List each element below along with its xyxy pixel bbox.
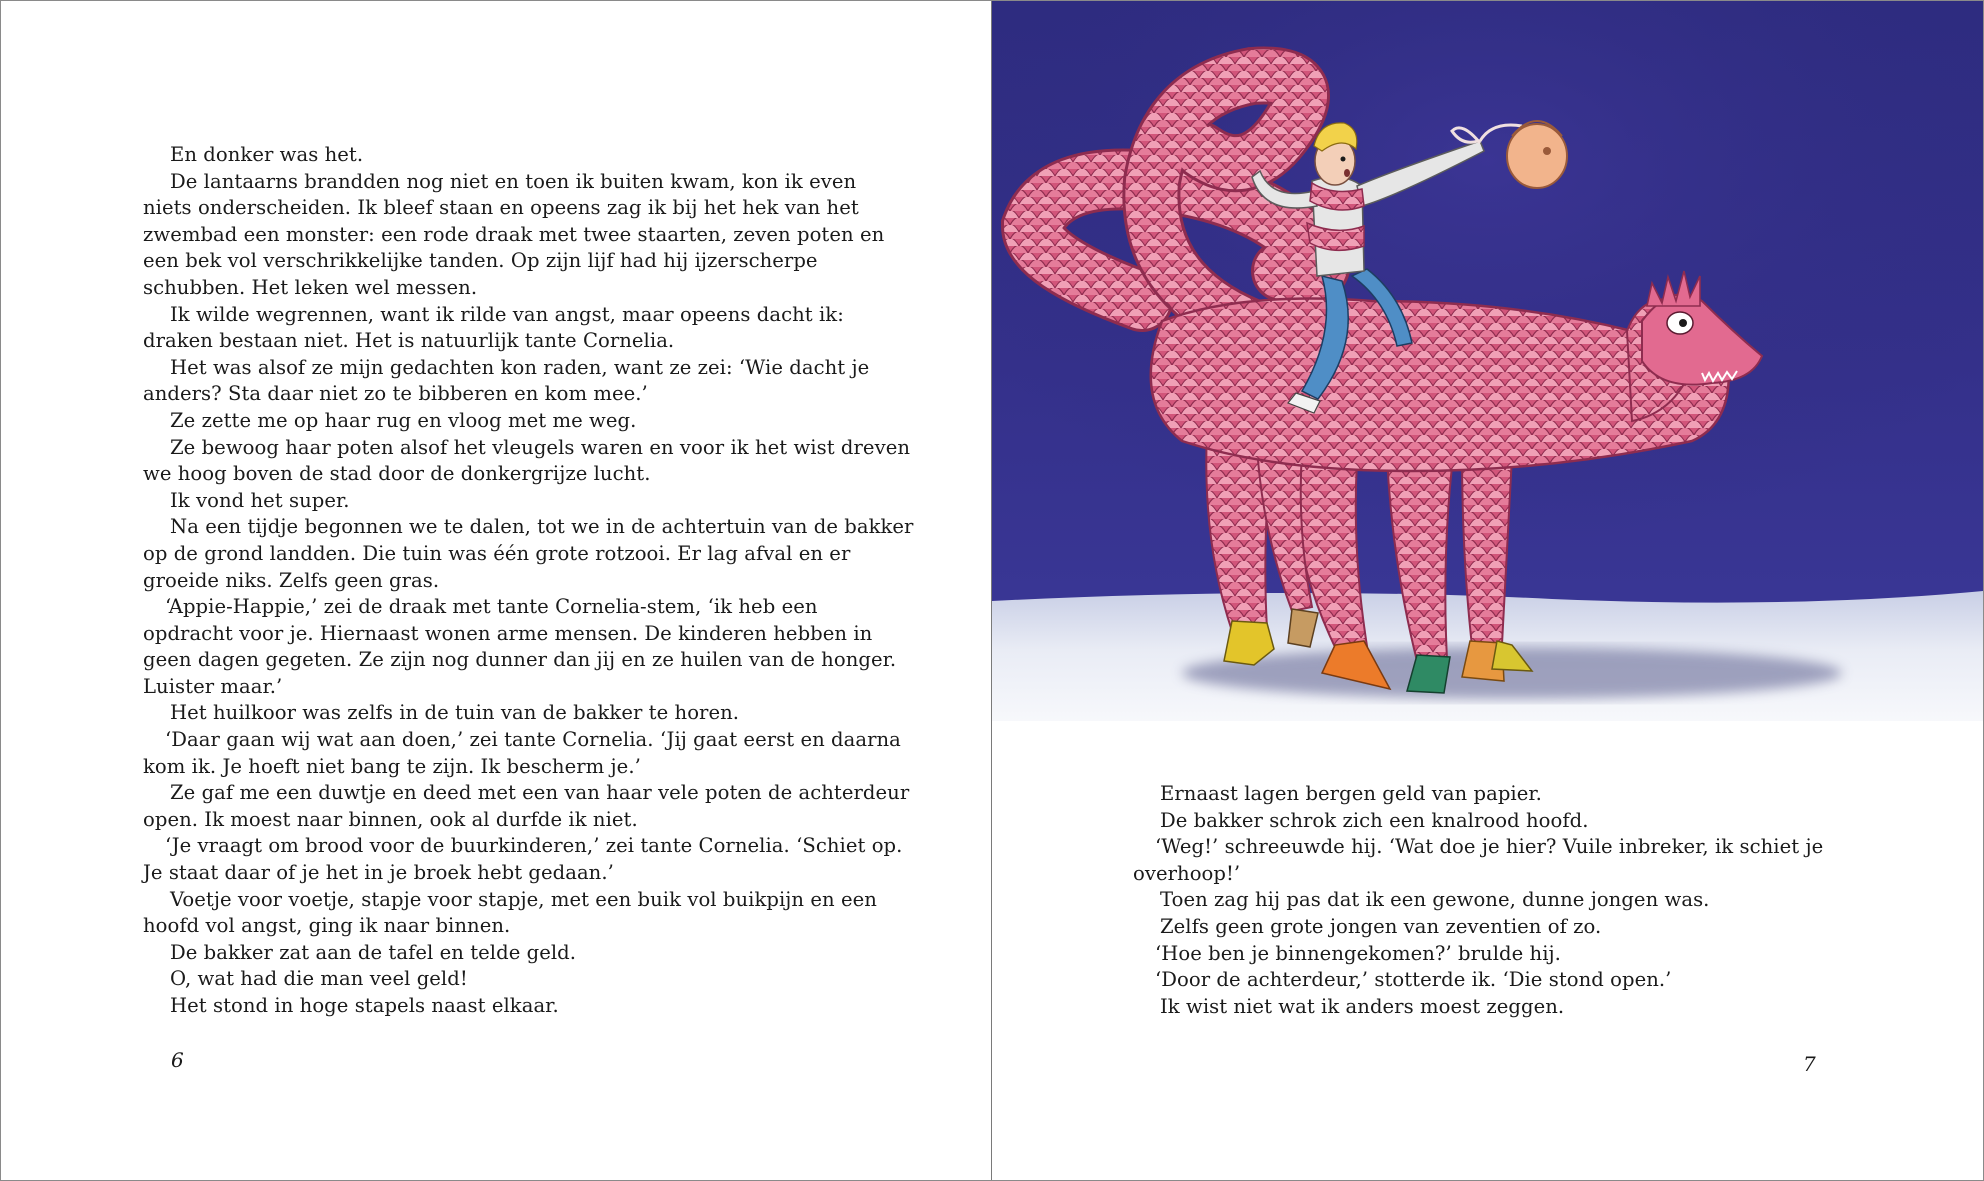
text-line: op de grond landden. Die tuin was één grote rotzooi. Er lag afval en er [143, 541, 851, 565]
text-line: ‘Hoe ben je binnengekomen?’ brulde hij. [1155, 941, 1561, 965]
right-page [992, 1, 1983, 1180]
text-line: Toen zag hij pas dat ik een gewone, dunne jongen was. [1160, 888, 1710, 912]
text-line: een bek vol verschrikkelijke tanden. Op zijn lijf had hij ijzerscherpe [143, 249, 818, 273]
text-line: kom ik. Je hoeft niet bang te zijn. Ik bescherm je.’ [143, 754, 641, 778]
text-line: Het was alsof ze mijn gedachten kon raden, want ze zei: ‘Wie dacht je [170, 355, 870, 379]
left-page [1, 1, 991, 1180]
text-line: zwembad een monster: een rode draak met twee staarten, zeven poten en [143, 222, 885, 246]
text-line: Ze zette me op haar rug en vloog met me weg. [170, 408, 637, 432]
text-line: De bakker zat aan de tafel en telde geld. [170, 940, 577, 964]
text-line: open. Ik moest naar binnen, ook al durfde ik niet. [143, 807, 638, 831]
text-line: overhoop!’ [1133, 861, 1241, 885]
text-line: draken bestaan niet. Het is natuurlijk tante Cornelia. [143, 329, 675, 353]
text-line: ‘Door de achterdeur,’ stotterde ik. ‘Die stond open.’ [1155, 968, 1672, 992]
text-line: Luister maar.’ [143, 674, 283, 698]
text-line: ‘Weg!’ schreeuwde hij. ‘Wat doe je hier? Vuile inbreker, ik schiet je [1155, 835, 1824, 859]
text-line: Ze gaf me een duwtje en deed met een van haar vele poten de achterdeur [170, 781, 910, 805]
text-line: O, wat had die man veel geld! [170, 967, 468, 991]
text-line: groeide niks. Zelfs geen gras. [143, 568, 440, 592]
text-line: hoofd vol angst, ging ik naar binnen. [143, 914, 511, 938]
text-line: Zelfs geen grote jongen van zeventien of zo. [1160, 914, 1602, 938]
text-line: ‘Appie-Happie,’ zei de draak met tante Cornelia-stem, ‘ik heb een [165, 595, 818, 619]
text-line: Na een tijdje begonnen we te dalen, tot we in de achtertuin van de bakker [170, 515, 914, 539]
text-line: niets onderscheiden. Ik bleef staan en opeens zag ik bij het hek van het [143, 196, 859, 220]
text-line: ‘Daar gaan wij wat aan doen,’ zei tante Cornelia. ‘Jij gaat eerst en daarna [165, 728, 901, 752]
text-line: De lantaarns brandden nog niet en toen ik buiten kwam, kon ik even [170, 169, 857, 193]
text-line: Ik wilde wegrennen, want ik rilde van angst, maar opeens dacht ik: [170, 302, 844, 326]
text-line: schubben. Het leken wel messen. [143, 275, 478, 299]
page-number-left: 6 [171, 1048, 184, 1072]
text-line: Ik vond het super. [170, 488, 350, 512]
text-line: En donker was het. [170, 143, 364, 166]
text-line: Je staat daar of je het in je broek hebt gedaan.’ [143, 861, 614, 885]
right-page-text [1133, 781, 1833, 1020]
text-line: Ze bewoog haar poten alsof het vleugels waren en voor ik het wist dreven [170, 435, 911, 459]
text-line: Ernaast lagen bergen geld van papier. [1160, 782, 1542, 805]
text-line: we hoog boven de stad door de donkergrijze lucht. [143, 462, 651, 486]
text-line: opdracht voor je. Hiernaast wonen arme mensen. De kinderen hebben in [143, 621, 873, 645]
text-line: De bakker schrok zich een knalrood hoofd. [1160, 808, 1589, 832]
text-line: anders? Sta daar niet zo te bibberen en kom mee.’ [143, 382, 648, 406]
page-number-right: 7 [1803, 1052, 1816, 1076]
text-line: Het stond in hoge stapels naast elkaar. [170, 994, 559, 1017]
left-page-text [143, 142, 914, 1020]
pink-dragon-illustration [992, 1, 1983, 761]
text-line: Het huilkoor was zelfs in de tuin van de bakker te horen. [170, 701, 740, 725]
text-line: geen dagen gegeten. Ze zijn nog dunner dan jij en ze huilen van de honger. [143, 648, 897, 672]
text-line: ‘Je vraagt om brood voor de buurkinderen,’ zei tante Cornelia. ‘Schiet op. [165, 834, 903, 858]
text-line: Ik wist niet wat ik anders moest zeggen. [1160, 994, 1565, 1018]
text-line: Voetje voor voetje, stapje voor stapje, met een buik vol buikpijn en een [170, 887, 877, 911]
